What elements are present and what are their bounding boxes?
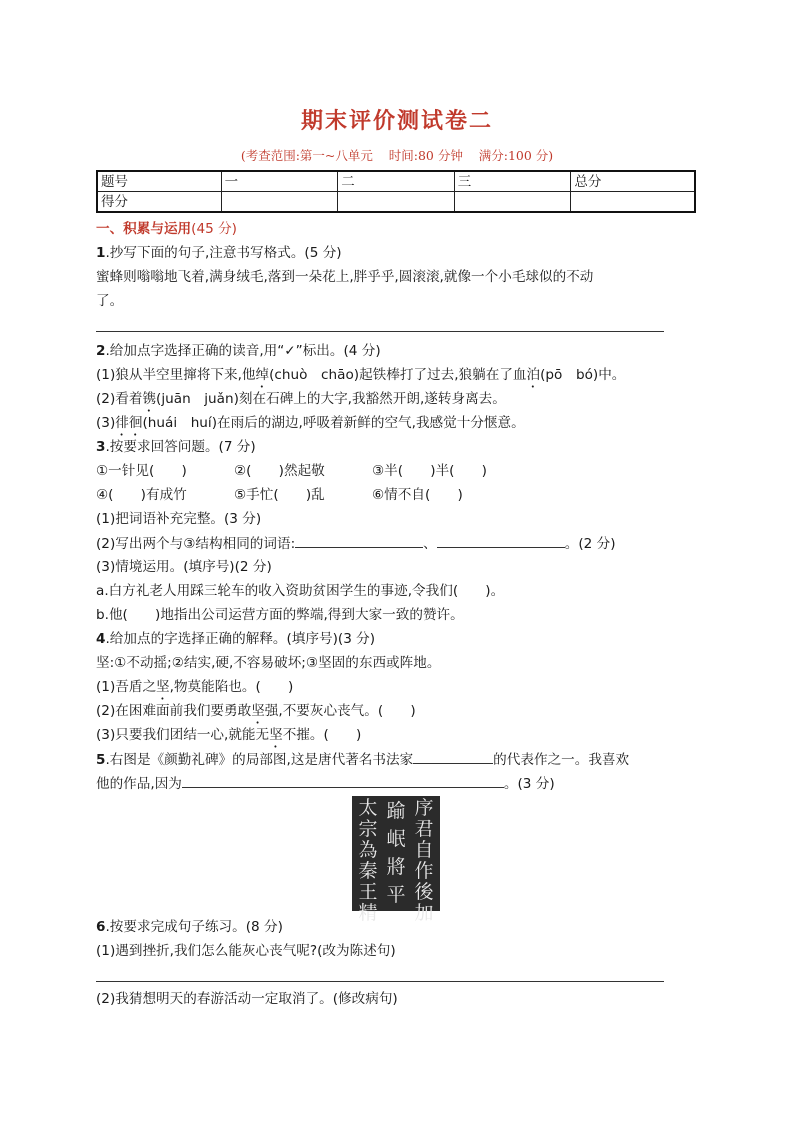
section-label: 一、积累与运用 bbox=[96, 221, 192, 237]
dotted-char: 坚 bbox=[251, 703, 265, 719]
answer-line[interactable] bbox=[96, 331, 664, 332]
answer-blank[interactable] bbox=[295, 533, 423, 548]
dotted-char: 坚 bbox=[269, 727, 283, 743]
page-subtitle: (考查范围:第一~八单元 时间:80 分钟 满分:100 分) bbox=[240, 148, 554, 163]
calligraphy-char: 序 bbox=[414, 797, 434, 819]
meaning-item[interactable] bbox=[96, 677, 293, 703]
dotted-char: 绰 bbox=[255, 367, 270, 383]
sub-question: (1)把词语补充完整。(3 分) bbox=[96, 511, 262, 527]
question-5-line2 bbox=[96, 773, 555, 794]
answer-line[interactable] bbox=[96, 981, 664, 982]
table-cell: 得分 bbox=[97, 192, 221, 213]
answer-blank[interactable] bbox=[182, 773, 504, 788]
question-number: 4 bbox=[96, 631, 106, 647]
question-text: ”标出。(4 分) bbox=[295, 343, 381, 359]
item-text: 强,不要灰心丧气。( ) bbox=[264, 703, 416, 719]
table-cell: 总分 bbox=[571, 171, 695, 192]
sub-question: (2)我猜想明天的春游活动一定取消了。(修改病句) bbox=[96, 991, 398, 1007]
meaning-item[interactable] bbox=[96, 701, 416, 727]
calligraphy-column bbox=[414, 797, 435, 924]
table-row bbox=[97, 171, 695, 192]
calligraphy-char: 後 bbox=[414, 881, 434, 903]
idiom-blank[interactable]: ②( )然起敬 bbox=[234, 463, 325, 479]
pinyin-options[interactable]: (juān juǎn)刻在石碑上的大字,我豁然开朗,遂转身离去。 bbox=[156, 391, 506, 407]
question-text: .右图是《颜勤礼碑》的局部图,这是唐代著名书法家 bbox=[105, 752, 414, 768]
score-table bbox=[96, 170, 696, 213]
idiom-blank[interactable]: ⑤手忙( )乱 bbox=[234, 487, 325, 503]
question-4 bbox=[96, 629, 375, 649]
calligraphy-char: 作 bbox=[414, 860, 434, 882]
question-2 bbox=[96, 341, 381, 361]
item-text: (2)在困难面前我们要勇敢 bbox=[96, 703, 252, 719]
question-5 bbox=[96, 749, 629, 770]
calligraphy-column bbox=[386, 798, 407, 909]
table-cell: 三 bbox=[454, 171, 571, 192]
page-title: 期末评价测试卷二 bbox=[300, 108, 493, 134]
calligraphy-char: 宗 bbox=[358, 818, 378, 840]
answer-blank[interactable] bbox=[437, 533, 565, 548]
section-heading bbox=[96, 219, 237, 239]
calligraphy-char: 加 bbox=[414, 902, 434, 924]
item-text: 他的作品,因为 bbox=[96, 776, 182, 792]
question-text: .按要求回答问题。(7 分) bbox=[105, 439, 256, 455]
calligraphy-char: 太 bbox=[358, 797, 378, 819]
item-text: 。(3 分) bbox=[503, 776, 555, 792]
sub-question bbox=[96, 533, 616, 554]
copy-sentence-line: 蜜蜂则嗡嗡地飞着,满身绒毛,落到一朵花上,胖乎乎,圆滚滚,就像一个小毛球似的不动 bbox=[96, 269, 594, 285]
calligraphy-char: 岷 bbox=[386, 828, 406, 851]
table-cell: 一 bbox=[221, 171, 338, 192]
item-text: 不摧。( ) bbox=[282, 727, 362, 743]
item-text: ,物莫能陷也。( ) bbox=[169, 679, 294, 695]
answer-blank[interactable] bbox=[413, 749, 493, 764]
table-cell: 题号 bbox=[97, 171, 221, 192]
dotted-char: 镌 bbox=[142, 391, 157, 407]
question-number: 3 bbox=[96, 439, 106, 455]
item-text: (1)吾盾之 bbox=[96, 679, 157, 695]
question-1 bbox=[96, 243, 342, 263]
score-input-cell[interactable] bbox=[454, 192, 571, 213]
question-text: .给加点字选择正确的读音,用“ bbox=[105, 343, 285, 359]
calligraphy-char: 秦 bbox=[358, 860, 378, 882]
pinyin-item bbox=[96, 413, 525, 439]
checkmark-icon: ✓ bbox=[284, 343, 296, 359]
question-text: .按要求完成句子练习。(8 分) bbox=[105, 919, 283, 935]
sub-question: (1)遇到挫折,我们怎么能灰心丧气呢?(改为陈述句) bbox=[96, 943, 396, 959]
idiom-blank[interactable]: ⑥情不自( ) bbox=[372, 487, 463, 503]
calligraphy-char: 為 bbox=[358, 839, 378, 861]
pinyin-options[interactable]: (pō bó)中。 bbox=[540, 367, 626, 383]
calligraphy-rubbing-image bbox=[352, 796, 440, 924]
pinyin-options[interactable]: (huái huí)在雨后的湖边,呼吸着新鲜的空气,我感觉十分惬意。 bbox=[142, 415, 525, 431]
copy-sentence-line: 了。 bbox=[96, 293, 124, 309]
calligraphy-char: 君 bbox=[414, 818, 434, 840]
calligraphy-column bbox=[358, 797, 379, 924]
item-text: (3) bbox=[96, 415, 116, 431]
question-3 bbox=[96, 437, 256, 457]
score-input-cell[interactable] bbox=[338, 192, 455, 213]
dotted-char: 徘徊 bbox=[115, 415, 143, 431]
item-text: (2)看着 bbox=[96, 391, 143, 407]
sub-question: (3)情境运用。(填序号)(2 分) bbox=[96, 559, 272, 575]
score-input-cell[interactable] bbox=[571, 192, 695, 213]
item-text: (1)狼从半空里撺将下来,他 bbox=[96, 367, 256, 383]
meaning-item[interactable] bbox=[96, 725, 361, 751]
question-number: 5 bbox=[96, 752, 106, 768]
idiom-blank[interactable]: ①一针见( ) bbox=[96, 463, 187, 479]
pinyin-item bbox=[96, 365, 625, 391]
calligraphy-char: 精 bbox=[358, 902, 378, 924]
context-item[interactable]: b.他( )地指出公司运营方面的弊端,得到大家一致的赞许。 bbox=[96, 607, 464, 623]
question-text: 的代表作之一。我喜欢 bbox=[493, 752, 630, 768]
idiom-blank[interactable]: ③半( )半( ) bbox=[372, 463, 487, 479]
pinyin-options[interactable]: (chuò chāo)起铁棒打了过去,狼躺在了血 bbox=[269, 367, 527, 383]
idiom-blank[interactable]: ④( )有成竹 bbox=[96, 487, 187, 503]
calligraphy-char: 自 bbox=[414, 839, 434, 861]
table-row bbox=[97, 192, 695, 213]
item-text: 、 bbox=[423, 536, 437, 552]
item-text: (3)只要我们团结一心,就能无 bbox=[96, 727, 270, 743]
question-number: 6 bbox=[96, 919, 106, 935]
dotted-char: 泊 bbox=[526, 367, 541, 383]
context-item[interactable]: a.白方礼老人用踩三轮车的收入资助贫困学生的事迹,令我们( )。 bbox=[96, 583, 505, 599]
calligraphy-char: 踰 bbox=[386, 800, 406, 823]
table-cell: 二 bbox=[338, 171, 455, 192]
definition-list: 坚:①不动摇;②结实,硬,不容易破坏;③坚固的东西或阵地。 bbox=[96, 655, 441, 671]
pinyin-item bbox=[96, 389, 506, 415]
question-number: 1 bbox=[96, 245, 106, 261]
calligraphy-char: 將 bbox=[386, 855, 406, 878]
dotted-char: 坚 bbox=[156, 679, 170, 695]
calligraphy-char: 平 bbox=[386, 883, 406, 906]
item-text: 。(2 分) bbox=[564, 536, 616, 552]
question-text: .给加点的字选择正确的解释。(填序号)(3 分) bbox=[105, 631, 376, 647]
question-number: 2 bbox=[96, 343, 106, 359]
calligraphy-char: 王 bbox=[358, 881, 378, 903]
question-text: .抄写下面的句子,注意书写格式。(5 分) bbox=[105, 245, 342, 261]
score-input-cell[interactable] bbox=[221, 192, 338, 213]
question-6 bbox=[96, 917, 283, 937]
item-text: (2)写出两个与③结构相同的词语: bbox=[96, 536, 296, 552]
section-score: (45 分) bbox=[191, 221, 237, 237]
